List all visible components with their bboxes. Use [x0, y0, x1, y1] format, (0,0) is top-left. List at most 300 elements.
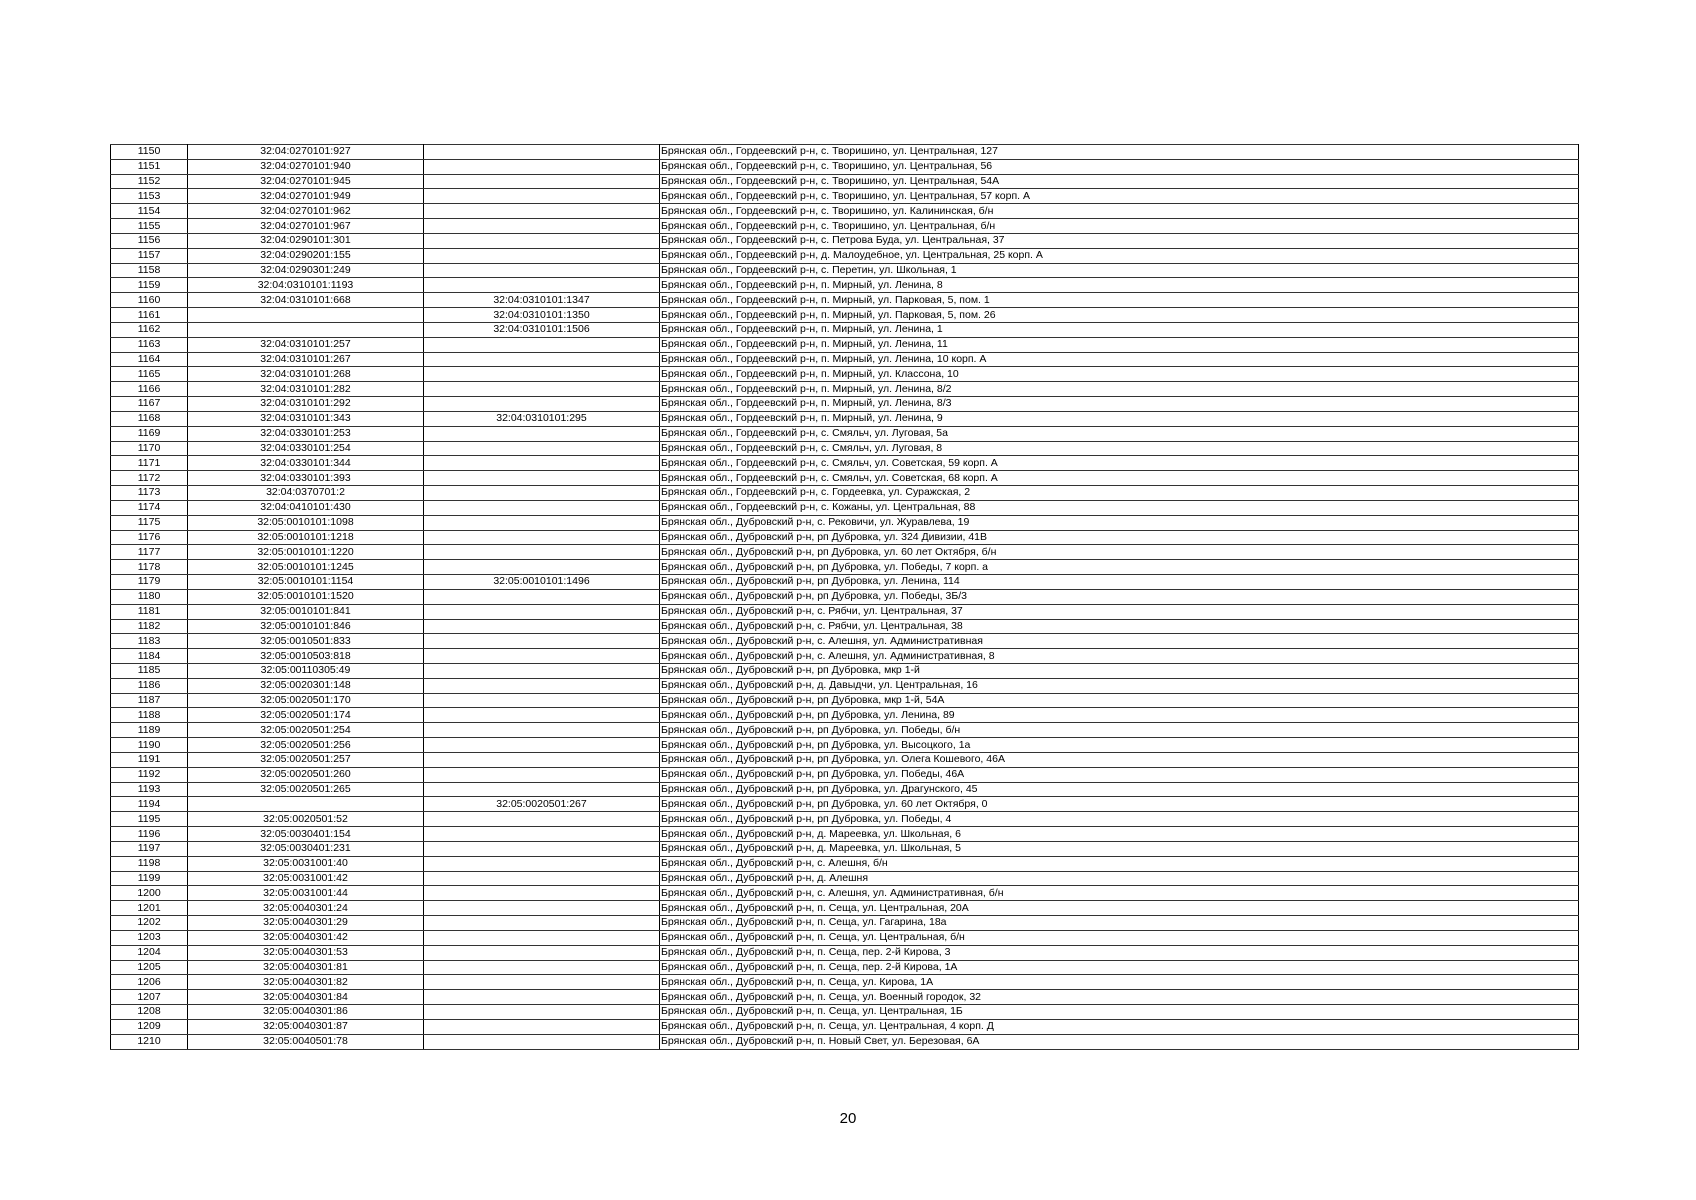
sub-object-number-cell [424, 219, 660, 234]
row-number-cell: 1173 [111, 486, 188, 501]
cadastral-number-cell: 32:05:0031001:40 [188, 856, 424, 871]
address-cell: Брянская обл., Дубровский р-н, д. Мареевка, ул. Школьная, 5 [660, 841, 1579, 856]
cadastral-number-cell: 32:04:0330101:344 [188, 456, 424, 471]
sub-object-number-cell [424, 337, 660, 352]
table-row [111, 619, 1579, 634]
table-row [111, 352, 1579, 367]
cadastral-number-cell: 32:05:00110305:49 [188, 663, 424, 678]
row-number-cell: 1207 [111, 990, 188, 1005]
table-row [111, 530, 1579, 545]
address-cell: Брянская обл., Гордеевский р-н, с. Творишино, ул. Центральная, 56 [660, 159, 1579, 174]
sub-object-number-cell [424, 663, 660, 678]
table-row [111, 263, 1579, 278]
sub-object-number-cell: 32:05:0020501:267 [424, 797, 660, 812]
table-row [111, 856, 1579, 871]
address-cell: Брянская обл., Гордеевский р-н, с. Гордеевка, ул. Суражская, 2 [660, 486, 1579, 501]
sub-object-number-cell [424, 930, 660, 945]
cadastral-number-cell: 32:05:0010503:818 [188, 649, 424, 664]
table-row [111, 500, 1579, 515]
row-number-cell: 1199 [111, 871, 188, 886]
sub-object-number-cell [424, 204, 660, 219]
address-cell: Брянская обл., Гордеевский р-н, п. Мирный, ул. Ленина, 9 [660, 411, 1579, 426]
row-number-cell: 1159 [111, 278, 188, 293]
table-row [111, 411, 1579, 426]
table-row [111, 678, 1579, 693]
sub-object-number-cell [424, 812, 660, 827]
sub-object-number-cell [424, 723, 660, 738]
cadastral-number-cell: 32:05:0010101:846 [188, 619, 424, 634]
sub-object-number-cell [424, 604, 660, 619]
table-row [111, 560, 1579, 575]
table-row [111, 827, 1579, 842]
row-number-cell: 1161 [111, 308, 188, 323]
table-row [111, 456, 1579, 471]
address-cell: Брянская обл., Гордеевский р-н, с. Творишино, ул. Центральная, б/н [660, 219, 1579, 234]
sub-object-number-cell: 32:04:0310101:1350 [424, 308, 660, 323]
cadastral-number-cell: 32:05:0010101:1154 [188, 575, 424, 590]
row-number-cell: 1165 [111, 367, 188, 382]
address-cell: Брянская обл., Гордеевский р-н, с. Творишино, ул. Центральная, 54А [660, 174, 1579, 189]
table-row [111, 663, 1579, 678]
address-cell: Брянская обл., Дубровский р-н, рп Дубровка, мкр 1-й [660, 663, 1579, 678]
sub-object-number-cell [424, 619, 660, 634]
sub-object-number-cell [424, 382, 660, 397]
row-number-cell: 1197 [111, 841, 188, 856]
row-number-cell: 1202 [111, 916, 188, 931]
sub-object-number-cell [424, 278, 660, 293]
row-number-cell: 1167 [111, 397, 188, 412]
sub-object-number-cell: 32:04:0310101:1506 [424, 322, 660, 337]
table-row [111, 708, 1579, 723]
address-cell: Брянская обл., Гордеевский р-н, п. Мирный, ул. Классона, 10 [660, 367, 1579, 382]
table-row [111, 886, 1579, 901]
address-cell: Брянская обл., Дубровский р-н, с. Алешня, б/н [660, 856, 1579, 871]
row-number-cell: 1174 [111, 500, 188, 515]
table-row [111, 1005, 1579, 1020]
row-number-cell: 1192 [111, 767, 188, 782]
row-number-cell: 1189 [111, 723, 188, 738]
row-number-cell: 1180 [111, 589, 188, 604]
sub-object-number-cell [424, 752, 660, 767]
sub-object-number-cell [424, 827, 660, 842]
table-row [111, 841, 1579, 856]
sub-object-number-cell [424, 960, 660, 975]
row-number-cell: 1208 [111, 1005, 188, 1020]
address-cell: Брянская обл., Дубровский р-н, рп Дубровка, ул. 324 Дивизии, 41В [660, 530, 1579, 545]
table-row [111, 248, 1579, 263]
sub-object-number-cell [424, 678, 660, 693]
row-number-cell: 1163 [111, 337, 188, 352]
address-cell: Брянская обл., Гордеевский р-н, п. Мирный, ул. Ленина, 1 [660, 322, 1579, 337]
table-row [111, 441, 1579, 456]
cadastral-number-cell: 32:05:0010501:833 [188, 634, 424, 649]
sub-object-number-cell [424, 233, 660, 248]
address-cell: Брянская обл., Гордеевский р-н, с. Смяльч, ул. Советская, 59 корп. А [660, 456, 1579, 471]
table-row [111, 367, 1579, 382]
cadastral-number-cell: 32:05:0040301:87 [188, 1019, 424, 1034]
cadastral-number-cell: 32:05:0010101:841 [188, 604, 424, 619]
cadastral-number-cell: 32:05:0030401:231 [188, 841, 424, 856]
registry-table [110, 144, 1579, 1050]
cadastral-number-cell: 32:04:0310101:343 [188, 411, 424, 426]
row-number-cell: 1185 [111, 663, 188, 678]
table-row [111, 278, 1579, 293]
row-number-cell: 1187 [111, 693, 188, 708]
cadastral-number-cell: 32:05:0020501:260 [188, 767, 424, 782]
cadastral-number-cell: 32:05:0040301:82 [188, 975, 424, 990]
row-number-cell: 1155 [111, 219, 188, 234]
address-cell: Брянская обл., Гордеевский р-н, с. Творишино, ул. Центральная, 57 корп. А [660, 189, 1579, 204]
cadastral-number-cell: 32:04:0270101:949 [188, 189, 424, 204]
address-cell: Брянская обл., Дубровский р-н, рп Дубровка, ул. Победы, 46А [660, 767, 1579, 782]
address-cell: Брянская обл., Гордеевский р-н, п. Мирный, ул. Ленина, 8/2 [660, 382, 1579, 397]
cadastral-number-cell: 32:04:0270101:940 [188, 159, 424, 174]
sub-object-number-cell [424, 486, 660, 501]
sub-object-number-cell [424, 426, 660, 441]
table-row [111, 189, 1579, 204]
table-row [111, 486, 1579, 501]
row-number-cell: 1182 [111, 619, 188, 634]
row-number-cell: 1205 [111, 960, 188, 975]
row-number-cell: 1178 [111, 560, 188, 575]
table-row [111, 471, 1579, 486]
address-cell: Брянская обл., Гордеевский р-н, п. Мирный, ул. Ленина, 8/3 [660, 397, 1579, 412]
table-row [111, 293, 1579, 308]
table-row [111, 752, 1579, 767]
row-number-cell: 1188 [111, 708, 188, 723]
cadastral-number-cell: 32:05:0010101:1520 [188, 589, 424, 604]
sub-object-number-cell [424, 471, 660, 486]
cadastral-number-cell: 32:05:0040301:86 [188, 1005, 424, 1020]
cadastral-number-cell: 32:04:0330101:254 [188, 441, 424, 456]
row-number-cell: 1171 [111, 456, 188, 471]
row-number-cell: 1193 [111, 782, 188, 797]
address-cell: Брянская обл., Дубровский р-н, с. Рябчи, ул. Центральная, 38 [660, 619, 1579, 634]
cadastral-number-cell: 32:05:0020501:170 [188, 693, 424, 708]
cadastral-number-cell: 32:05:0040301:84 [188, 990, 424, 1005]
cadastral-number-cell: 32:05:0040301:29 [188, 916, 424, 931]
address-cell: Брянская обл., Дубровский р-н, п. Сеща, ул. Центральная, б/н [660, 930, 1579, 945]
address-cell: Брянская обл., Дубровский р-н, с. Алешня, ул. Административная, 8 [660, 649, 1579, 664]
cadastral-number-cell: 32:04:0310101:268 [188, 367, 424, 382]
table-row [111, 930, 1579, 945]
cadastral-number-cell: 32:05:0020501:52 [188, 812, 424, 827]
address-cell: Брянская обл., Дубровский р-н, п. Сеща, ул. Военный городок, 32 [660, 990, 1579, 1005]
cadastral-number-cell: 32:05:0040501:78 [188, 1034, 424, 1049]
cadastral-number-cell: 32:05:0020501:256 [188, 738, 424, 753]
row-number-cell: 1184 [111, 649, 188, 664]
table-row [111, 960, 1579, 975]
sub-object-number-cell [424, 352, 660, 367]
table-row [111, 382, 1579, 397]
address-cell: Брянская обл., Дубровский р-н, п. Сеща, ул. Кирова, 1А [660, 975, 1579, 990]
table-row [111, 337, 1579, 352]
sub-object-number-cell [424, 248, 660, 263]
sub-object-number-cell [424, 693, 660, 708]
sub-object-number-cell: 32:04:0310101:295 [424, 411, 660, 426]
cadastral-number-cell: 32:04:0410101:430 [188, 500, 424, 515]
cadastral-number-cell: 32:05:0020301:148 [188, 678, 424, 693]
address-cell: Брянская обл., Дубровский р-н, рп Дубровка, ул. Победы, 3Б/3 [660, 589, 1579, 604]
address-cell: Брянская обл., Дубровский р-н, рп Дубровка, ул. 60 лет Октября, б/н [660, 545, 1579, 560]
row-number-cell: 1156 [111, 233, 188, 248]
table-row [111, 634, 1579, 649]
address-cell: Брянская обл., Гордеевский р-н, п. Мирный, ул. Парковая, 5, пом. 1 [660, 293, 1579, 308]
sub-object-number-cell [424, 174, 660, 189]
row-number-cell: 1176 [111, 530, 188, 545]
cadastral-number-cell: 32:04:0270101:962 [188, 204, 424, 219]
row-number-cell: 1210 [111, 1034, 188, 1049]
row-number-cell: 1209 [111, 1019, 188, 1034]
row-number-cell: 1153 [111, 189, 188, 204]
cadastral-number-cell: 32:05:0040301:42 [188, 930, 424, 945]
table-row [111, 159, 1579, 174]
row-number-cell: 1164 [111, 352, 188, 367]
row-number-cell: 1201 [111, 901, 188, 916]
table-row [111, 589, 1579, 604]
sub-object-number-cell [424, 560, 660, 575]
table-row [111, 975, 1579, 990]
sub-object-number-cell [424, 738, 660, 753]
address-cell: Брянская обл., Гордеевский р-н, с. Смяльч, ул. Советская, 68 корп. А [660, 471, 1579, 486]
sub-object-number-cell [424, 367, 660, 382]
address-cell: Брянская обл., Дубровский р-н, рп Дубровка, ул. Олега Кошевого, 46А [660, 752, 1579, 767]
table-row [111, 308, 1579, 323]
table-row [111, 322, 1579, 337]
address-cell: Брянская обл., Гордеевский р-н, с. Петрова Буда, ул. Центральная, 37 [660, 233, 1579, 248]
sub-object-number-cell [424, 916, 660, 931]
address-cell: Брянская обл., Дубровский р-н, д. Алешня [660, 871, 1579, 886]
cadastral-number-cell: 32:04:0270101:927 [188, 145, 424, 160]
row-number-cell: 1152 [111, 174, 188, 189]
row-number-cell: 1170 [111, 441, 188, 456]
table-row [111, 575, 1579, 590]
cadastral-number-cell: 32:05:0010101:1218 [188, 530, 424, 545]
sub-object-number-cell [424, 841, 660, 856]
sub-object-number-cell [424, 871, 660, 886]
cadastral-number-cell: 32:05:0040301:24 [188, 901, 424, 916]
address-cell: Брянская обл., Дубровский р-н, рп Дубровка, ул. Победы, 4 [660, 812, 1579, 827]
cadastral-number-cell: 32:04:0370701:2 [188, 486, 424, 501]
sub-object-number-cell [424, 500, 660, 515]
cadastral-number-cell: 32:05:0031001:44 [188, 886, 424, 901]
address-cell: Брянская обл., Дубровский р-н, с. Рябчи, ул. Центральная, 37 [660, 604, 1579, 619]
sub-object-number-cell [424, 901, 660, 916]
cadastral-number-cell: 32:04:0330101:393 [188, 471, 424, 486]
cadastral-number-cell: 32:05:0020501:254 [188, 723, 424, 738]
table-row [111, 990, 1579, 1005]
address-cell: Брянская обл., Дубровский р-н, п. Новый Свет, ул. Березовая, 6А [660, 1034, 1579, 1049]
sub-object-number-cell [424, 856, 660, 871]
sub-object-number-cell [424, 515, 660, 530]
address-cell: Брянская обл., Гордеевский р-н, с. Творишино, ул. Калининская, б/н [660, 204, 1579, 219]
address-cell: Брянская обл., Дубровский р-н, рп Дубровка, мкр 1-й, 54А [660, 693, 1579, 708]
sub-object-number-cell [424, 145, 660, 160]
cadastral-number-cell [188, 797, 424, 812]
row-number-cell: 1177 [111, 545, 188, 560]
table-row [111, 916, 1579, 931]
cadastral-number-cell: 32:04:0270101:967 [188, 219, 424, 234]
address-cell: Брянская обл., Дубровский р-н, с. Алешня, ул. Административная [660, 634, 1579, 649]
table-row [111, 174, 1579, 189]
sub-object-number-cell [424, 708, 660, 723]
address-cell: Брянская обл., Гордеевский р-н, п. Мирный, ул. Ленина, 11 [660, 337, 1579, 352]
cadastral-number-cell: 32:05:0010101:1098 [188, 515, 424, 530]
address-cell: Брянская обл., Гордеевский р-н, с. Смяльч, ул. Луговая, 5а [660, 426, 1579, 441]
cadastral-number-cell: 32:05:0031001:42 [188, 871, 424, 886]
sub-object-number-cell: 32:04:0310101:1347 [424, 293, 660, 308]
address-cell: Брянская обл., Гордеевский р-н, п. Мирный, ул. Парковая, 5, пом. 26 [660, 308, 1579, 323]
row-number-cell: 1190 [111, 738, 188, 753]
row-number-cell: 1158 [111, 263, 188, 278]
row-number-cell: 1157 [111, 248, 188, 263]
address-cell: Брянская обл., Гордеевский р-н, с. Смяльч, ул. Луговая, 8 [660, 441, 1579, 456]
cadastral-number-cell: 32:05:0040301:53 [188, 945, 424, 960]
row-number-cell: 1151 [111, 159, 188, 174]
row-number-cell: 1179 [111, 575, 188, 590]
cadastral-number-cell: 32:04:0290301:249 [188, 263, 424, 278]
address-cell: Брянская обл., Дубровский р-н, рп Дубровка, ул. Ленина, 114 [660, 575, 1579, 590]
cadastral-number-cell: 32:05:0020501:265 [188, 782, 424, 797]
address-cell: Брянская обл., Гордеевский р-н, с. Перетин, ул. Школьная, 1 [660, 263, 1579, 278]
address-cell: Брянская обл., Дубровский р-н, рп Дубровка, ул. Победы, б/н [660, 723, 1579, 738]
sub-object-number-cell [424, 1005, 660, 1020]
table-row [111, 204, 1579, 219]
sub-object-number-cell [424, 545, 660, 560]
address-cell: Брянская обл., Дубровский р-н, рп Дубровка, ул. Драгунского, 45 [660, 782, 1579, 797]
table-row [111, 693, 1579, 708]
sub-object-number-cell [424, 886, 660, 901]
table-row [111, 219, 1579, 234]
table-row [111, 797, 1579, 812]
row-number-cell: 1183 [111, 634, 188, 649]
row-number-cell: 1191 [111, 752, 188, 767]
table-row [111, 649, 1579, 664]
sub-object-number-cell [424, 1019, 660, 1034]
cadastral-number-cell: 32:05:0040301:81 [188, 960, 424, 975]
cadastral-number-cell: 32:04:0290201:155 [188, 248, 424, 263]
table-row [111, 604, 1579, 619]
address-cell: Брянская обл., Дубровский р-н, п. Сеща, пер. 2-й Кирова, 1А [660, 960, 1579, 975]
sub-object-number-cell [424, 441, 660, 456]
registry-table-body [111, 145, 1579, 1050]
row-number-cell: 1198 [111, 856, 188, 871]
table-row [111, 233, 1579, 248]
address-cell: Брянская обл., Дубровский р-н, рп Дубровка, ул. 60 лет Октября, 0 [660, 797, 1579, 812]
table-row [111, 945, 1579, 960]
cadastral-number-cell [188, 308, 424, 323]
cadastral-number-cell: 32:05:0010101:1220 [188, 545, 424, 560]
row-number-cell: 1166 [111, 382, 188, 397]
address-cell: Брянская обл., Дубровский р-н, п. Сеща, пер. 2-й Кирова, 3 [660, 945, 1579, 960]
table-row [111, 782, 1579, 797]
sub-object-number-cell [424, 990, 660, 1005]
cadastral-number-cell: 32:04:0310101:267 [188, 352, 424, 367]
address-cell: Брянская обл., Дубровский р-н, с. Алешня, ул. Административная, б/н [660, 886, 1579, 901]
row-number-cell: 1200 [111, 886, 188, 901]
row-number-cell: 1196 [111, 827, 188, 842]
table-row [111, 145, 1579, 160]
page-number: 20 [839, 1110, 857, 1127]
table-row [111, 767, 1579, 782]
row-number-cell: 1195 [111, 812, 188, 827]
row-number-cell: 1186 [111, 678, 188, 693]
address-cell: Брянская обл., Дубровский р-н, п. Сеща, ул. Центральная, 1Б [660, 1005, 1579, 1020]
address-cell: Брянская обл., Гордеевский р-н, д. Малоудебное, ул. Центральная, 25 корп. А [660, 248, 1579, 263]
table-row [111, 738, 1579, 753]
cadastral-number-cell: 32:04:0310101:257 [188, 337, 424, 352]
address-cell: Брянская обл., Дубровский р-н, п. Сеща, ул. Центральная, 20А [660, 901, 1579, 916]
address-cell: Брянская обл., Дубровский р-н, рп Дубровка, ул. Высоцкого, 1а [660, 738, 1579, 753]
sub-object-number-cell [424, 263, 660, 278]
cadastral-number-cell: 32:04:0310101:292 [188, 397, 424, 412]
row-number-cell: 1169 [111, 426, 188, 441]
table-row [111, 723, 1579, 738]
sub-object-number-cell [424, 397, 660, 412]
address-cell: Брянская обл., Гордеевский р-н, п. Мирный, ул. Ленина, 8 [660, 278, 1579, 293]
cadastral-number-cell: 32:04:0310101:668 [188, 293, 424, 308]
sub-object-number-cell [424, 649, 660, 664]
table-row [111, 871, 1579, 886]
cadastral-number-cell: 32:05:0020501:174 [188, 708, 424, 723]
table-row [111, 545, 1579, 560]
row-number-cell: 1181 [111, 604, 188, 619]
table-row [111, 901, 1579, 916]
address-cell: Брянская обл., Дубровский р-н, п. Сеща, ул. Гагарина, 18а [660, 916, 1579, 931]
table-row [111, 515, 1579, 530]
sub-object-number-cell [424, 767, 660, 782]
address-cell: Брянская обл., Дубровский р-н, рп Дубровка, ул. Победы, 7 корп. а [660, 560, 1579, 575]
address-cell: Брянская обл., Дубровский р-н, рп Дубровка, ул. Ленина, 89 [660, 708, 1579, 723]
row-number-cell: 1175 [111, 515, 188, 530]
row-number-cell: 1203 [111, 930, 188, 945]
sub-object-number-cell [424, 634, 660, 649]
row-number-cell: 1206 [111, 975, 188, 990]
sub-object-number-cell [424, 589, 660, 604]
address-cell: Брянская обл., Дубровский р-н, д. Давыдчи, ул. Центральная, 16 [660, 678, 1579, 693]
table-row [111, 1034, 1579, 1049]
address-cell: Брянская обл., Дубровский р-н, д. Мареевка, ул. Школьная, 6 [660, 827, 1579, 842]
cadastral-number-cell: 32:05:0010101:1245 [188, 560, 424, 575]
address-cell: Брянская обл., Дубровский р-н, п. Сеща, ул. Центральная, 4 корп. Д [660, 1019, 1579, 1034]
cadastral-number-cell: 32:05:0030401:154 [188, 827, 424, 842]
sub-object-number-cell [424, 456, 660, 471]
table-row [111, 397, 1579, 412]
row-number-cell: 1160 [111, 293, 188, 308]
row-number-cell: 1172 [111, 471, 188, 486]
table-row [111, 812, 1579, 827]
cadastral-number-cell: 32:05:0020501:257 [188, 752, 424, 767]
sub-object-number-cell [424, 189, 660, 204]
cadastral-number-cell: 32:04:0290101:301 [188, 233, 424, 248]
cadastral-number-cell: 32:04:0270101:945 [188, 174, 424, 189]
sub-object-number-cell [424, 530, 660, 545]
row-number-cell: 1168 [111, 411, 188, 426]
cadastral-number-cell [188, 322, 424, 337]
table-row [111, 1019, 1579, 1034]
table-row [111, 426, 1579, 441]
row-number-cell: 1194 [111, 797, 188, 812]
sub-object-number-cell [424, 159, 660, 174]
cadastral-number-cell: 32:04:0330101:253 [188, 426, 424, 441]
row-number-cell: 1162 [111, 322, 188, 337]
address-cell: Брянская обл., Дубровский р-н, с. Рековичи, ул. Журавлева, 19 [660, 515, 1579, 530]
address-cell: Брянская обл., Гордеевский р-н, с. Кожаны, ул. Центральная, 88 [660, 500, 1579, 515]
address-cell: Брянская обл., Гордеевский р-н, с. Творишино, ул. Центральная, 127 [660, 145, 1579, 160]
cadastral-number-cell: 32:04:0310101:1193 [188, 278, 424, 293]
sub-object-number-cell [424, 975, 660, 990]
row-number-cell: 1204 [111, 945, 188, 960]
